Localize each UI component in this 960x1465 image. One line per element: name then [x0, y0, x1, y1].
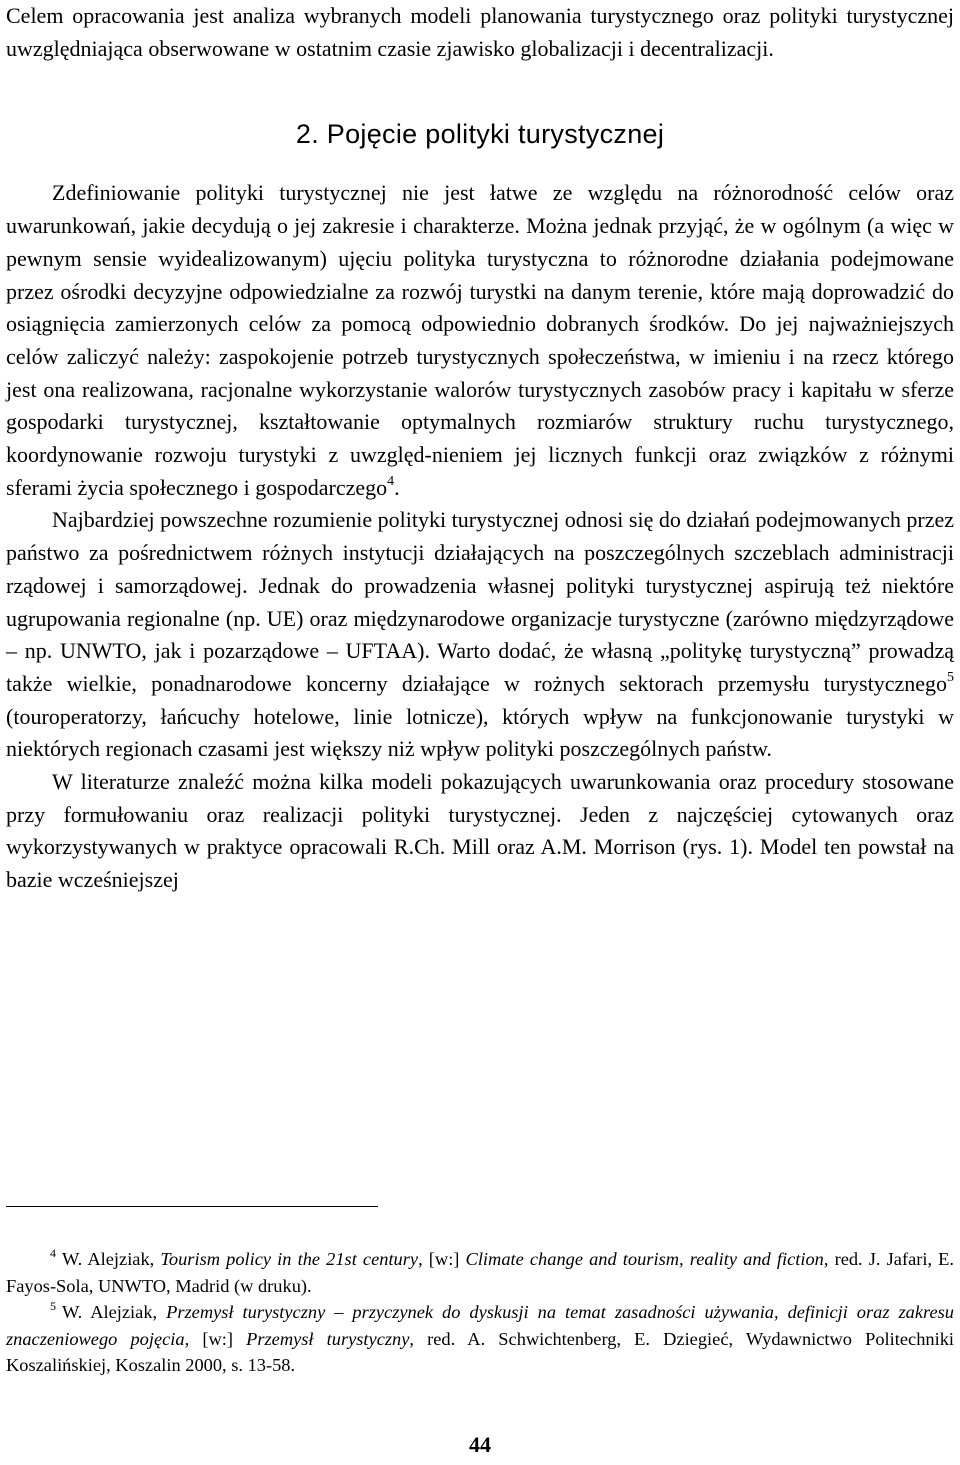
- footnote-5-in: , [w:]: [184, 1328, 247, 1349]
- footnote-4: [6, 1246, 954, 1299]
- footnote-4-book: Climate change and tourism, reality and fiction: [465, 1249, 824, 1269]
- paragraph-2-text-a: Najbardziej powszechne rozumienie polityki turystycznej odnosi się do działań podejmowanych przez państwo za pośrednictwem różnych instytucji działających na poszczególnych szczeblach administracji rządowej i samorządowej. Jednak do prowadzenia własnej polityki turystycznej aspirują też niektóre ugrupowania regionalne (np. UE) oraz międzynarodowe organizacje turystyczne (zarówno międzyrządowe – np. UNWTO, jak i pozarządowe – UFTAA). Warto dodać, że własną „politykę turystyczną” prowadzą także wielkie, ponadnarodowe koncerny działające w rożnych sektorach przemysłu turystycznego: [6, 507, 954, 696]
- footnote-4-number: 4: [50, 1246, 56, 1260]
- footnote-4-details: , red. J. Jafari, E. Fayos-Sola, UNWTO, Madrid (w druku).: [6, 1249, 955, 1296]
- footnote-5-author: W. Alejziak,: [62, 1302, 167, 1323]
- paragraph-1-end: .: [394, 474, 400, 500]
- paragraph-3: W literaturze znaleźć można kilka modeli pokazujących uwarunkowania oraz procedury stosowane przy formułowaniu oraz realizacji polityki turystycznej. Jeden z najczęściej cytowanych oraz wykorzystywanych w praktyce opracowali R.Ch. Mill oraz A.M. Morrison (rys. 1). Model ten powstał na bazie wcześniejszej: [6, 769, 954, 893]
- footnote-separator: [6, 1206, 378, 1207]
- footnote-4-in: , [w:]: [418, 1249, 466, 1269]
- footnote-4-title: Tourism policy in the 21st century: [160, 1249, 419, 1269]
- footnote-5: [6, 1299, 954, 1379]
- footnote-ref-5: 5: [947, 669, 954, 685]
- footnotes: [6, 1246, 954, 1379]
- intro-paragraph: Celem opracowania jest analiza wybranych modeli planowania turystycznego oraz polityki turystycznej uwzględniająca obserwowane w ostatnim czasie zjawisko globalizacji i decentralizacji.: [6, 3, 954, 61]
- page-number: 44: [469, 1432, 491, 1457]
- footnote-5-details: , red. A. Schwichtenberg, E. Dziegieć, Wydawnictwo Politechniki Koszalińskiej, Koszalin 2000, s. 13-58.: [6, 1328, 955, 1376]
- paragraph-1-text: Zdefiniowanie polityki turystycznej nie jest łatwe ze względu na różnorodność celów oraz uwarunkowań, jakie decydują o jej zakresie i charakterze. Można jednak przyjąć, że w ogólnym (a więc w pewnym sensie wyidealizowanym) ujęciu polityka turystyczna to różnorodne działania podejmowane przez ośrodki decyzyjne odpowiedzialne za rozwój turystki na danym terenie, które mają doprowadzić do osiągnięcia zamierzonych celów za pomocą odpowiednio dobranych środków. Do jej najważniejszych celów zaliczyć należy: zaspokojenie potrzeb turystycznych społeczeństwa, w imieniu i na rzecz którego jest ona realizowana, racjonalne wykorzystanie walorów turystycznych zasobów pracy i kapitału w sferze gospodarki turystycznej, kształtowanie optymalnych rozmiarów struktury ruchu turystycznego, koordynowanie rozwoju turystyki z uwzględ-nieniem jej licznych funkcji oraz związków z różnymi sferami życia społecznego i gospodarczego: [6, 180, 954, 500]
- paragraph-1: [6, 177, 954, 504]
- paragraph-2: [6, 504, 954, 766]
- paragraph-2-text-b: (touroperatorzy, łańcuchy hotelowe, linie lotnicze), których wpływ na funkcjonowanie turystyki w niektórych regionach czasami jest większy niż wpływ polityki poszczególnych państw.: [6, 703, 954, 762]
- footnote-5-number: 5: [50, 1299, 56, 1314]
- page-body: [6, 0, 954, 897]
- footnote-5-book: Przemysł turystyczny: [246, 1328, 410, 1349]
- footnote-5-title: Przemysł turystyczny – przyczynek do dyskusji na temat zasadności używania, definicji oraz zakresu znaczeniowego pojęcia: [6, 1302, 954, 1349]
- footnote-ref-4: 4: [387, 473, 395, 489]
- footnote-4-author: W. Alejziak,: [62, 1249, 161, 1269]
- section-heading: 2. Pojęcie polityki turystycznej: [295, 119, 665, 150]
